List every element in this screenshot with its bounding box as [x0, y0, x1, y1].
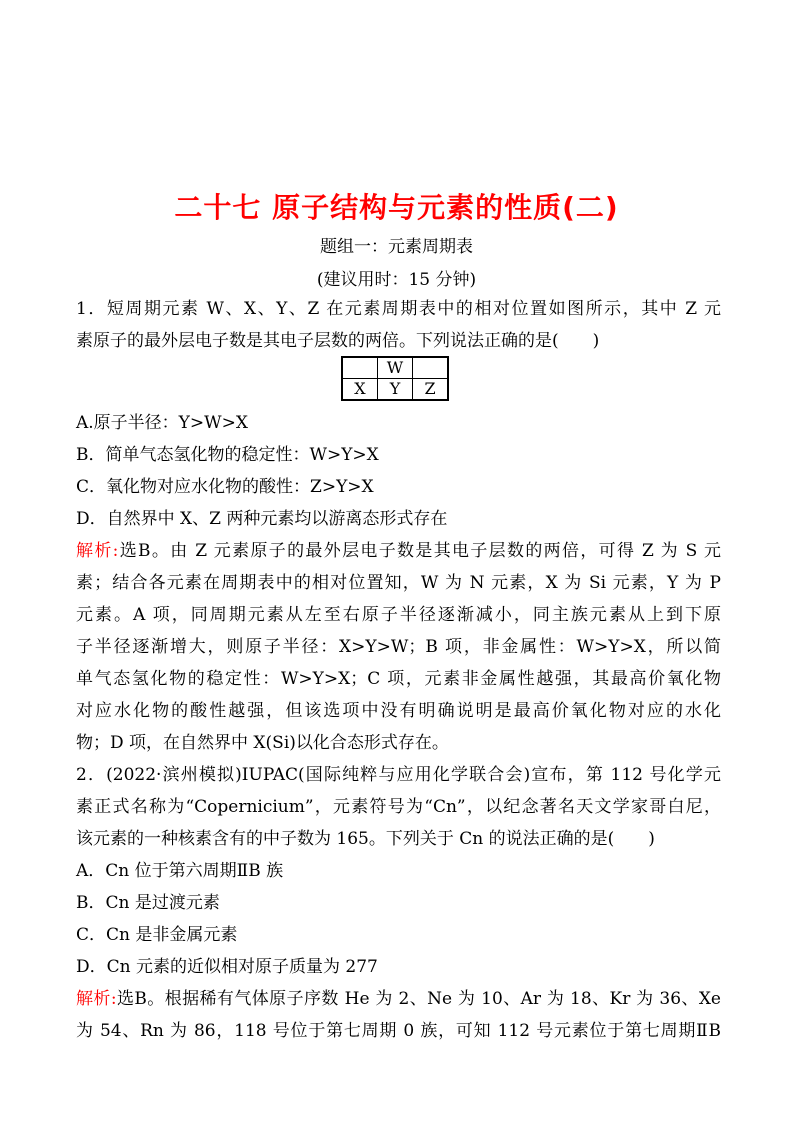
analysis-text: 选B。根据稀有气体原子序数 He 为 2、Ne 为 10、Ar 为 18、Kr 为 36、Xe: [116, 989, 721, 1009]
q1-analysis-line-1: [76, 535, 721, 567]
q2-analysis-line-1: [76, 983, 721, 1015]
q2-stem-line-2: 素正式名称为“Copernicium”，元素符号为“Cn”，以纪念著名天文学家哥白尼，: [76, 797, 721, 817]
analysis-label: 解析:: [76, 989, 117, 1009]
q2-analysis-line-2: 为 54、Rn 为 86，118 号位于第七周期 0 族，可知 112 号元素位于第七周期ⅡB: [76, 1021, 721, 1041]
table-cell: Y: [378, 379, 413, 401]
q1-analysis-line-3: 元素。A 项，同周期元素从左至右原子半径逐渐减小，同主族元素从上到下原: [76, 605, 721, 625]
periodic-table-fragment: [341, 356, 449, 401]
page-title: 二十七 原子结构与元素的性质(二): [174, 191, 619, 224]
table-row: [342, 379, 448, 401]
q1-option-d: D．自然界中 X、Z 两种元素均以游离态形式存在: [76, 509, 448, 529]
q1-stem-line-1: 1．短周期元素 W、X、Y、Z 在元素周期表中的相对位置如图所示，其中 Z 元: [76, 299, 721, 319]
q1-option-b: B．简单气态氢化物的稳定性：W>Y>X: [76, 445, 379, 465]
q1-analysis-line-2: 素；结合各元素在周期表中的相对位置知，W 为 N 元素，X 为 Si 元素，Y 为 P: [76, 573, 721, 593]
analysis-text: 选B。由 Z 元素原子的最外层电子数是其电子层数的两倍，可得 Z 为 S 元: [118, 541, 722, 561]
q2-stem-line-3: 该元素的一种核素含有的中子数为 165。下列关于 Cn 的说法正确的是( ): [76, 829, 655, 849]
q1-option-c: C．氧化物对应水化物的酸性：Z>Y>X: [76, 477, 374, 497]
q1-option-a: A.原子半径：Y>W>X: [76, 413, 248, 433]
group-title: 题组一：元素周期表: [320, 237, 473, 257]
table-cell: Z: [413, 379, 449, 401]
q1-analysis-line-4: 子半径逐渐增大，则原子半径：X>Y>W；B 项，非金属性：W>Y>X，所以简: [76, 637, 721, 657]
table-cell: W: [378, 357, 413, 379]
q2-option-a: A．Cn 位于第六周期ⅡB 族: [76, 861, 284, 881]
table-row: [342, 357, 448, 379]
q2-stem-line-1: 2．(2022·滨州模拟)IUPAC(国际纯粹与应用化学联合会)宣布，第 112 号化学元: [76, 765, 721, 785]
table-cell: X: [342, 379, 378, 401]
suggested-time: (建议用时：15 分钟): [316, 270, 477, 290]
table-cell: [413, 357, 449, 379]
table-cell: [342, 357, 378, 379]
q2-option-d: D．Cn 元素的近似相对原子质量为 277: [76, 957, 378, 977]
q2-option-c: C．Cn 是非金属元素: [76, 925, 238, 945]
q1-analysis-line-7: 物；D 项，在自然界中 X(Si)以化合态形式存在。: [76, 733, 449, 753]
q1-analysis-line-5: 单气态氢化物的稳定性：W>Y>X；C 项，元素非金属性越强，其最高价氧化物: [76, 669, 721, 689]
q2-option-b: B．Cn 是过渡元素: [76, 893, 220, 913]
q1-analysis-line-6: 对应水化物的酸性越强，但该选项中没有明确说明是最高价氧化物对应的水化: [76, 701, 721, 721]
q1-stem-line-2: 素原子的最外层电子数是其电子层数的两倍。下列说法正确的是( ): [76, 331, 600, 351]
analysis-label: 解析:: [76, 541, 119, 561]
